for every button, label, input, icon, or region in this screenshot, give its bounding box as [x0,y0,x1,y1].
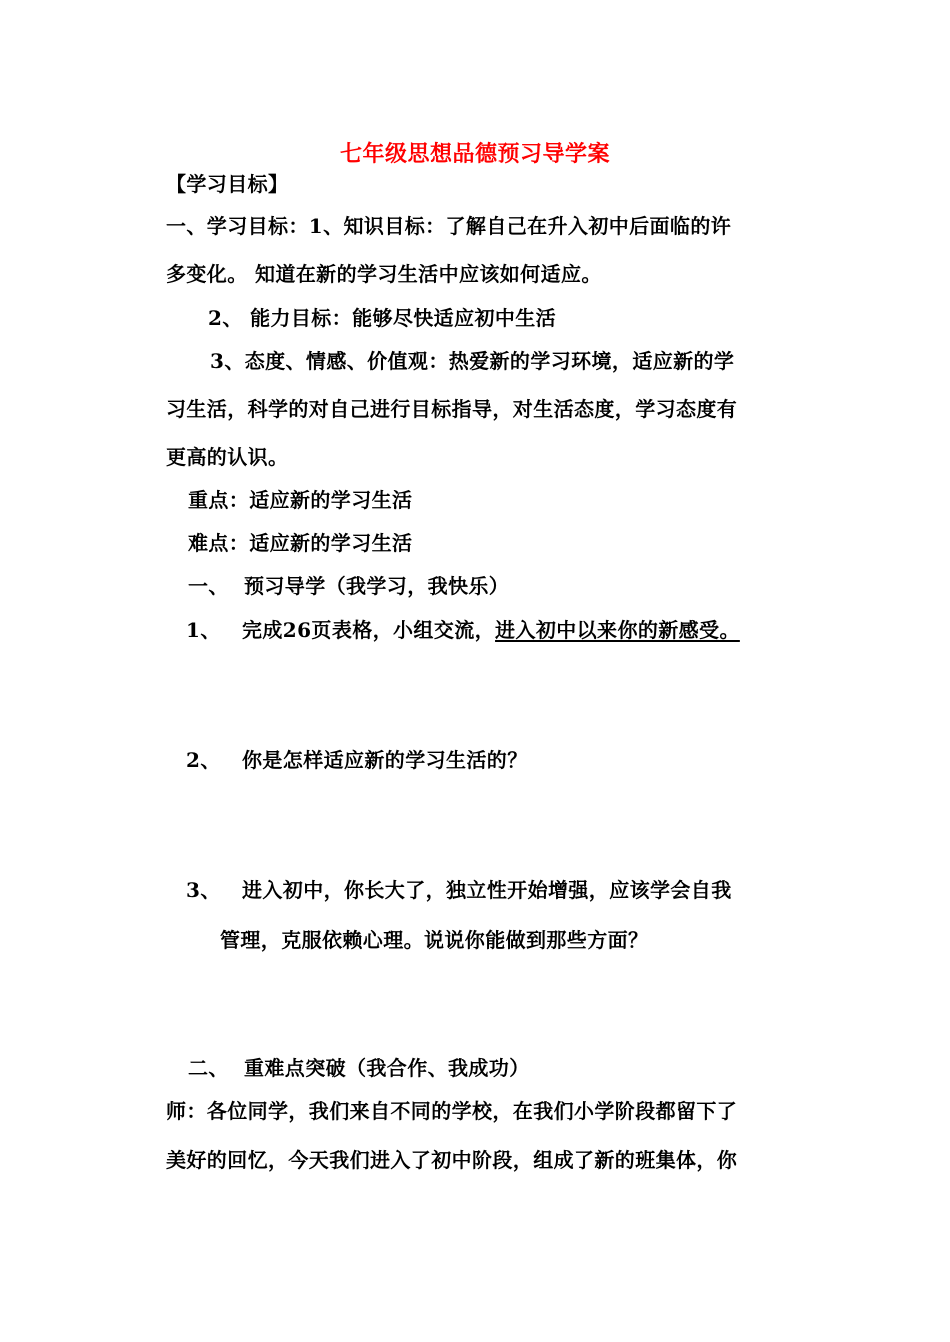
section-label: 【学习目标】 [166,172,289,196]
objective-line-1: 一、学习目标：1、知识目标：了解自己在升入初中后面临的许 [166,214,732,238]
teacher-line-2: 美好的回忆，今天我们进入了初中阶段，组成了新的班集体，你 [166,1148,738,1172]
question-3-number: 3、 [186,878,221,902]
preview-title: 预习导学（我学习，我快乐） [244,574,510,598]
difficult-point: 难点：适应新的学习生活 [188,531,413,555]
question-2-number: 2、 [186,748,221,772]
preview-heading [188,574,509,598]
question-3-text: 进入初中，你长大了，独立性开始增强，应该学会自我 [242,878,732,902]
breakthrough-heading [188,1056,530,1080]
question-1 [186,618,740,642]
document-title: 七年级思想品德预习导学案 [339,141,610,167]
question-1-number: 1、 [186,618,221,642]
question-2-text: 你是怎样适应新的学习生活的？ [242,748,528,772]
objective-ability: 2、 能力目标：能够尽快适应初中生活 [208,306,557,330]
question-3-line-1 [186,878,732,902]
breakthrough-title: 重难点突破（我合作、我成功） [244,1056,530,1080]
objective-attitude-line-2: 习生活，科学的对自己进行目标指导，对生活态度，学习态度有 [166,397,738,421]
objective-attitude-line-3: 更高的认识。 [166,445,289,469]
question-1-underlined: 进入初中以来你的新感受。 [495,618,740,642]
objective-line-2: 多变化。 知道在新的学习生活中应该如何适应。 [166,262,602,286]
question-3-line-2: 管理，克服依赖心理。说说你能做到那些方面？ [220,928,649,952]
question-1-text: 完成26页表格，小组交流， [242,618,496,642]
breakthrough-number: 二、 [188,1056,229,1080]
question-2 [186,748,528,772]
objective-attitude-line-1: 3、态度、情感、价值观：热爱新的学习环境，适应新的学 [210,349,735,373]
teacher-line-1: 师：各位同学，我们来自不同的学校，在我们小学阶段都留下了 [166,1099,738,1123]
key-point: 重点：适应新的学习生活 [188,488,413,512]
preview-number: 一、 [188,574,229,598]
